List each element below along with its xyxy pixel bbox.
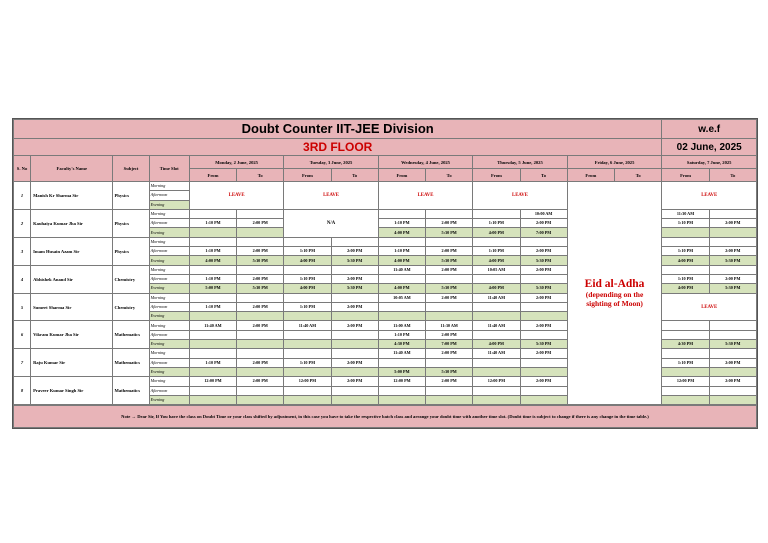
to-time: 2:00 PM	[709, 219, 756, 228]
time-slot-label: Evening	[149, 395, 189, 404]
to-time: 5:30 PM	[426, 284, 473, 293]
to-time: 2:00 PM	[237, 377, 284, 386]
from-time: 1:10 PM	[189, 358, 236, 367]
from-header: From	[567, 169, 614, 182]
to-time: 5:30 PM	[709, 284, 756, 293]
from-time: 11:40 AM	[189, 321, 236, 330]
to-time: 2:00 PM	[426, 265, 473, 274]
to-time: 2:00 PM	[331, 358, 378, 367]
subject-header: Subject	[113, 156, 149, 182]
timetable-sheet	[12, 118, 758, 429]
from-time: 12:00 PM	[662, 377, 709, 386]
eid-holiday-cell	[567, 182, 662, 405]
from-time	[662, 228, 709, 237]
from-time: 12:00 PM	[189, 377, 236, 386]
from-time: 11:40 AM	[378, 349, 425, 358]
from-time	[189, 228, 236, 237]
from-time	[473, 237, 520, 246]
to-time: 2:00 PM	[709, 274, 756, 283]
from-time	[284, 395, 331, 404]
to-time: 5:30 PM	[331, 284, 378, 293]
to-time: 2:00 PM	[520, 321, 567, 330]
faculty-name: Kauhaiya Kumar Jha Sir	[31, 209, 113, 237]
faculty-header: Faculty's Name	[31, 156, 113, 182]
to-time	[331, 367, 378, 376]
to-time	[426, 312, 473, 321]
to-time	[709, 209, 756, 218]
time-slot-label: Afternoon	[149, 219, 189, 228]
from-time: 1:10 PM	[284, 247, 331, 256]
from-time: 5:00 PM	[189, 284, 236, 293]
from-time: 1:10 PM	[189, 219, 236, 228]
time-slot-label: Evening	[149, 284, 189, 293]
from-time: 1:10 PM	[284, 358, 331, 367]
to-time: 2:00 PM	[331, 302, 378, 311]
to-time	[331, 349, 378, 358]
to-time: 11:30 AM	[426, 321, 473, 330]
time-slot-header: Time Slot	[149, 156, 189, 182]
to-time	[237, 265, 284, 274]
from-time	[662, 265, 709, 274]
to-time	[709, 228, 756, 237]
to-time: 5:30 PM	[426, 256, 473, 265]
time-slot-label: Evening	[149, 367, 189, 376]
wef-date: 02 June, 2025	[662, 139, 757, 156]
to-time	[331, 330, 378, 339]
from-time: 1:10 PM	[189, 302, 236, 311]
from-time	[473, 312, 520, 321]
subject-name: Mathematics	[113, 377, 149, 405]
from-time: 4:00 PM	[189, 256, 236, 265]
to-time	[331, 340, 378, 349]
from-time: 11:40 AM	[473, 321, 520, 330]
table-row	[14, 182, 757, 191]
leave-cell: LEAVE	[284, 182, 378, 210]
from-time: 11:40 AM	[473, 293, 520, 302]
note-table	[13, 405, 757, 428]
to-time	[426, 302, 473, 311]
to-time	[520, 367, 567, 376]
from-time: 11:00 AM	[378, 321, 425, 330]
to-time: 10:00 AM	[520, 209, 567, 218]
leave-cell: LEAVE	[378, 182, 472, 210]
subject-name: Physics	[113, 237, 149, 265]
to-time	[331, 293, 378, 302]
from-time: 10:05 AM	[473, 265, 520, 274]
from-time	[284, 386, 331, 395]
wef-label: w.e.f	[662, 120, 757, 139]
to-time: 5:30 PM	[426, 228, 473, 237]
to-time	[520, 237, 567, 246]
leave-cell: LEAVE	[473, 182, 567, 210]
from-time	[473, 386, 520, 395]
to-time	[520, 330, 567, 339]
time-slot-label: Evening	[149, 312, 189, 321]
from-time	[284, 265, 331, 274]
to-time	[426, 395, 473, 404]
from-time: 1:10 PM	[378, 219, 425, 228]
from-time	[189, 349, 236, 358]
from-time: 4:00 PM	[662, 256, 709, 265]
to-time: 2:00 PM	[426, 293, 473, 302]
to-time: 5:30 PM	[237, 284, 284, 293]
subject-name: Chemistry	[113, 293, 149, 321]
to-header: To	[331, 169, 378, 182]
to-time	[237, 312, 284, 321]
to-time	[331, 265, 378, 274]
to-time	[237, 293, 284, 302]
from-time	[189, 395, 236, 404]
to-time	[426, 237, 473, 246]
faculty-name: Sumeet Sharma Sir	[31, 293, 113, 321]
from-time	[284, 293, 331, 302]
from-time	[378, 274, 425, 283]
from-time: 11:40 AM	[284, 321, 331, 330]
eid-note-line1: (depending on the	[585, 289, 644, 299]
leave-cell: LEAVE	[662, 293, 757, 321]
to-time	[520, 302, 567, 311]
subject-name: Physics	[113, 209, 149, 237]
to-time: 2:00 PM	[709, 358, 756, 367]
to-time: 2:00 PM	[426, 377, 473, 386]
from-time	[284, 312, 331, 321]
from-time: 4:00 PM	[284, 284, 331, 293]
to-time	[426, 358, 473, 367]
to-time: 2:00 PM	[426, 330, 473, 339]
to-time: 5:30 PM	[331, 256, 378, 265]
faculty-name: Imam Husain Azam Sir	[31, 237, 113, 265]
to-time: 2:00 PM	[426, 219, 473, 228]
faculty-name: Raju Kumar Sir	[31, 349, 113, 377]
to-header: To	[709, 169, 756, 182]
to-time: 2:00 PM	[331, 377, 378, 386]
from-time	[378, 302, 425, 311]
from-time	[378, 386, 425, 395]
from-time: 4:00 PM	[378, 284, 425, 293]
to-time	[331, 395, 378, 404]
to-time	[237, 228, 284, 237]
to-time: 2:00 PM	[709, 377, 756, 386]
to-time: 2:00 PM	[520, 265, 567, 274]
time-slot-label: Morning	[149, 182, 189, 191]
from-time: 4:30 PM	[662, 340, 709, 349]
to-time: 5:30 PM	[237, 256, 284, 265]
day-header: Saturday, 7 June, 2025	[662, 156, 757, 169]
from-time	[473, 209, 520, 218]
to-time	[331, 237, 378, 246]
to-time: 2:00 PM	[520, 349, 567, 358]
from-time	[189, 367, 236, 376]
to-time: 2:00 PM	[331, 274, 378, 283]
to-time: 2:00 PM	[709, 247, 756, 256]
to-time	[709, 386, 756, 395]
sno-header: S. No	[14, 156, 31, 182]
to-time	[709, 321, 756, 330]
to-time: 2:00 PM	[426, 247, 473, 256]
to-time	[237, 330, 284, 339]
to-time: 5:30 PM	[520, 284, 567, 293]
time-slot-label: Afternoon	[149, 191, 189, 200]
subject-name: Chemistry	[113, 265, 149, 293]
time-slot-label: Evening	[149, 228, 189, 237]
to-time	[237, 349, 284, 358]
time-slot-label: Evening	[149, 256, 189, 265]
faculty-name: Praveer Kumar Singh Sir	[31, 377, 113, 405]
to-time: 7:00 PM	[426, 340, 473, 349]
from-time	[473, 302, 520, 311]
from-time	[378, 237, 425, 246]
to-time: 2:00 PM	[331, 247, 378, 256]
from-time: 5:00 PM	[378, 367, 425, 376]
to-time: 5:30 PM	[520, 340, 567, 349]
from-time	[662, 330, 709, 339]
serial-number: 3	[14, 237, 31, 265]
day-header: Thursday, 5 June, 2025	[473, 156, 567, 169]
footer-note: Note → Dear Sir, If You have the class on Doubt Time or your class shifted by adjustment, in this case you have to take the respective batch class and arrange your doubt time with another time slot. (Doubt time is subject to change if there is any change in the time table.)	[14, 406, 757, 428]
to-time: 2:00 PM	[426, 349, 473, 358]
from-time	[284, 237, 331, 246]
from-time: 4:00 PM	[378, 228, 425, 237]
time-slot-label: Morning	[149, 321, 189, 330]
leave-cell: LEAVE	[662, 182, 757, 210]
to-time: 5:30 PM	[426, 367, 473, 376]
to-header: To	[614, 169, 661, 182]
to-header: To	[237, 169, 284, 182]
from-time: 12:00 PM	[473, 377, 520, 386]
from-time	[189, 340, 236, 349]
from-time	[473, 367, 520, 376]
from-time	[378, 358, 425, 367]
from-time: 1:10 PM	[473, 247, 520, 256]
from-time: 4:00 PM	[284, 256, 331, 265]
to-header: To	[426, 169, 473, 182]
to-time: 5:30 PM	[520, 256, 567, 265]
serial-number: 7	[14, 349, 31, 377]
time-slot-label: Morning	[149, 237, 189, 246]
to-time	[237, 386, 284, 395]
from-time: 4:00 PM	[378, 256, 425, 265]
from-time: 4:30 PM	[378, 340, 425, 349]
from-time	[284, 349, 331, 358]
to-time: 2:00 PM	[520, 247, 567, 256]
faculty-name: Manish Kr Sharma Sir	[31, 182, 113, 210]
from-time	[473, 395, 520, 404]
from-time: 1:10 PM	[662, 274, 709, 283]
eid-note-line2: sighting of Moon)	[586, 299, 643, 309]
subject-name: Mathematics	[113, 349, 149, 377]
eid-title: Eid al-Adha	[584, 277, 645, 290]
to-time	[237, 340, 284, 349]
from-time	[189, 237, 236, 246]
to-time: 2:00 PM	[237, 321, 284, 330]
subject-name: Physics	[113, 182, 149, 210]
time-slot-label: Afternoon	[149, 358, 189, 367]
to-time	[331, 312, 378, 321]
from-header: From	[662, 169, 709, 182]
serial-number: 4	[14, 265, 31, 293]
to-time: 5:30 PM	[709, 340, 756, 349]
to-time	[709, 265, 756, 274]
from-time	[662, 321, 709, 330]
na-cell: N/A	[284, 209, 378, 237]
from-time: 11:40 AM	[378, 265, 425, 274]
to-time: 2:00 PM	[237, 302, 284, 311]
to-time	[520, 358, 567, 367]
to-time	[237, 237, 284, 246]
from-time	[378, 209, 425, 218]
from-time	[284, 340, 331, 349]
time-slot-label: Morning	[149, 209, 189, 218]
from-time: 4:00 PM	[662, 284, 709, 293]
from-header: From	[378, 169, 425, 182]
to-time: 2:00 PM	[237, 358, 284, 367]
to-time: 2:00 PM	[520, 293, 567, 302]
from-time	[189, 265, 236, 274]
to-time: 2:00 PM	[331, 321, 378, 330]
sheet-title: Doubt Counter IIT-JEE Division	[14, 120, 662, 139]
faculty-name: Vikram Kumar Jha Sir	[31, 321, 113, 349]
time-slot-label: Morning	[149, 293, 189, 302]
floor-label: 3RD FLOOR	[14, 139, 662, 156]
day-header: Monday, 2 June, 2025	[189, 156, 283, 169]
from-time: 1:10 PM	[662, 358, 709, 367]
to-time: 2:00 PM	[520, 219, 567, 228]
from-header: From	[189, 169, 236, 182]
from-time: 1:10 PM	[189, 274, 236, 283]
serial-number: 1	[14, 182, 31, 210]
from-time	[378, 395, 425, 404]
from-time: 10:05 AM	[378, 293, 425, 302]
time-slot-label: Afternoon	[149, 302, 189, 311]
to-time	[237, 209, 284, 218]
from-time	[662, 349, 709, 358]
day-header: Wednesday, 4 June, 2025	[378, 156, 472, 169]
to-time	[520, 274, 567, 283]
from-time: 12:00 PM	[284, 377, 331, 386]
to-time	[426, 209, 473, 218]
from-time: 11:40 AM	[473, 349, 520, 358]
from-time	[662, 386, 709, 395]
from-time: 1:10 PM	[662, 247, 709, 256]
from-time: 4:00 PM	[473, 284, 520, 293]
from-time	[189, 312, 236, 321]
to-time	[520, 312, 567, 321]
from-time	[189, 293, 236, 302]
from-time: 1:10 PM	[378, 330, 425, 339]
from-time: 1:10 PM	[284, 274, 331, 283]
from-time	[284, 367, 331, 376]
to-time	[709, 349, 756, 358]
from-time: 1:10 PM	[284, 302, 331, 311]
from-time	[662, 395, 709, 404]
leave-cell: LEAVE	[189, 182, 283, 210]
to-time: 5:30 PM	[709, 256, 756, 265]
to-header: To	[520, 169, 567, 182]
time-slot-label: Afternoon	[149, 330, 189, 339]
to-time	[709, 237, 756, 246]
to-time	[237, 367, 284, 376]
time-slot-label: Evening	[149, 340, 189, 349]
from-time	[189, 209, 236, 218]
to-time	[426, 386, 473, 395]
serial-number: 2	[14, 209, 31, 237]
from-time	[662, 237, 709, 246]
time-slot-label: Morning	[149, 349, 189, 358]
day-header: Tuesday, 3 June, 2025	[284, 156, 378, 169]
serial-number: 8	[14, 377, 31, 405]
to-time: 2:00 PM	[237, 274, 284, 283]
to-time: 2:00 PM	[237, 247, 284, 256]
to-time: 2:00 PM	[520, 377, 567, 386]
from-time	[284, 330, 331, 339]
from-time: 1:10 PM	[662, 219, 709, 228]
time-slot-label: Afternoon	[149, 386, 189, 395]
time-slot-label: Evening	[149, 200, 189, 209]
time-slot-label: Afternoon	[149, 274, 189, 283]
serial-number: 5	[14, 293, 31, 321]
to-time	[709, 367, 756, 376]
to-time	[520, 395, 567, 404]
from-time: 1:10 PM	[473, 219, 520, 228]
day-header: Friday, 6 June, 2025	[567, 156, 662, 169]
faculty-name: Abhishek Anand Sir	[31, 265, 113, 293]
from-time: 1:10 PM	[378, 247, 425, 256]
to-time	[237, 395, 284, 404]
to-time: 2:00 PM	[237, 219, 284, 228]
time-slot-label: Afternoon	[149, 247, 189, 256]
time-slot-label: Morning	[149, 265, 189, 274]
from-time: 1:10 PM	[189, 247, 236, 256]
from-time: 12:00 PM	[378, 377, 425, 386]
from-time	[378, 312, 425, 321]
serial-number: 6	[14, 321, 31, 349]
to-time	[331, 386, 378, 395]
to-time: 7:00 PM	[520, 228, 567, 237]
from-time	[662, 367, 709, 376]
to-time	[709, 330, 756, 339]
from-time	[473, 330, 520, 339]
from-time	[189, 386, 236, 395]
to-time	[520, 386, 567, 395]
subject-name: Mathematics	[113, 321, 149, 349]
from-time: 4:00 PM	[473, 256, 520, 265]
from-time	[473, 358, 520, 367]
from-time	[189, 330, 236, 339]
from-time: 4:00 PM	[473, 340, 520, 349]
from-header: From	[473, 169, 520, 182]
to-time	[709, 395, 756, 404]
to-time	[426, 274, 473, 283]
from-header: From	[284, 169, 331, 182]
from-time: 4:00 PM	[473, 228, 520, 237]
from-time	[473, 274, 520, 283]
from-time: 11:30 AM	[662, 209, 709, 218]
timetable	[13, 119, 757, 405]
time-slot-label: Morning	[149, 377, 189, 386]
